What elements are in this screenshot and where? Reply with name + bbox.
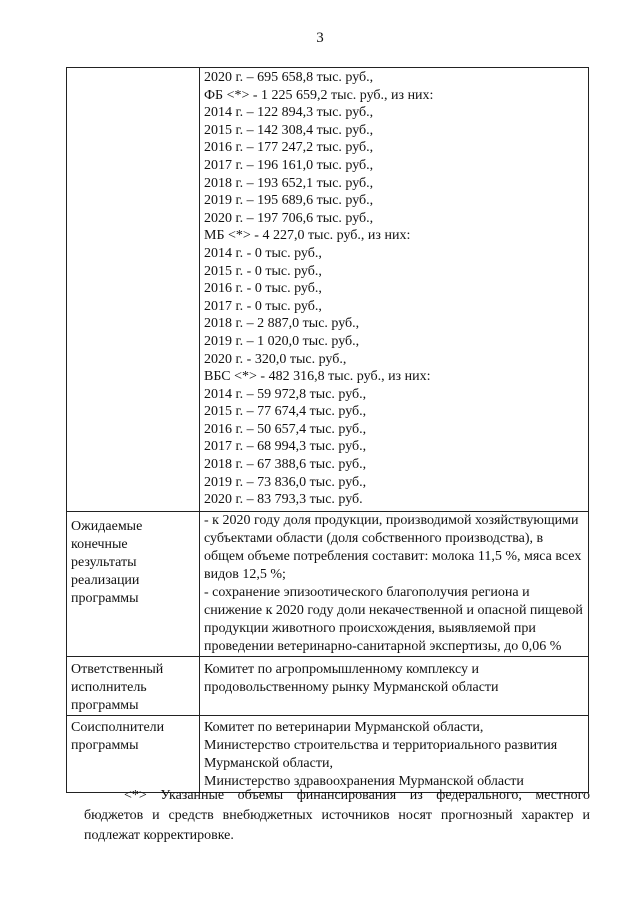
table-row-financing — [67, 68, 589, 512]
result-item: - сохранение эпизоотического благополучия региона и снижение к 2020 году доли некачественной и опасной пищевой продукции животного происхождения, выявляемой при проведении ветеринарно-санитарной экспертизы, до 0,06 % — [204, 584, 583, 654]
financing-line: 2018 г. – 67 388,6 тыс. руб., — [204, 457, 367, 473]
financing-line: 2015 г. – 142 308,4 тыс. руб., — [204, 122, 374, 138]
financing-line: 2016 г. – 50 657,4 тыс. руб., — [204, 421, 367, 437]
coexecutor-item: Министерство строительства и территориального развития Мурманской области, — [204, 737, 558, 771]
financing-line: 2017 г. – 68 994,3 тыс. руб., — [204, 439, 367, 455]
result-item: - к 2020 году доля продукции, производимой хозяйствующими субъектами области (доля собственного производства), в общем объеме потребления составит: молока 11,5 %, мяса всех видов 12,5 %; — [204, 512, 582, 582]
financing-line: 2017 г. - 0 тыс. руб., — [204, 298, 322, 314]
financing-line: МБ <*> - 4 227,0 тыс. руб., из них: — [204, 228, 411, 244]
financing-line: 2019 г. – 73 836,0 тыс. руб., — [204, 474, 367, 490]
executor-value: Комитет по агропромышленному комплексу и продовольственному рынку Мурманской области — [200, 656, 589, 715]
financing-line: 2014 г. - 0 тыс. руб., — [204, 245, 322, 261]
financing-line: 2019 г. – 195 689,6 тыс. руб., — [204, 193, 374, 209]
program-passport-table — [66, 67, 589, 793]
coexecutor-item: Министерство здравоохранения Мурманской области — [204, 773, 524, 789]
financing-line: 2020 г. - 320,0 тыс. руб., — [204, 351, 347, 367]
financing-label-cell — [67, 68, 200, 512]
page-number: 3 — [316, 30, 324, 46]
results-value-cell — [200, 511, 589, 656]
coexecutor-item: Комитет по ветеринарии Мурманской области, — [204, 719, 484, 735]
results-label: Ожидаемые конечные результаты реализации программы — [67, 511, 200, 656]
coexecutors-value-cell — [200, 715, 589, 792]
financing-line: 2015 г. - 0 тыс. руб., — [204, 263, 322, 279]
financing-value-cell — [200, 68, 589, 512]
footnote: <*> Указанные объемы финансирования из федерального, местного бюджетов и средств внебюджетных источников носят прогнозный характер и подлежат корректировке. — [84, 788, 590, 843]
financing-line: 2020 г. – 197 706,6 тыс. руб., — [204, 210, 374, 226]
table-row-results — [67, 511, 589, 656]
financing-line: ФБ <*> - 1 225 659,2 тыс. руб., из них: — [204, 87, 434, 103]
executor-label: Ответственный исполнитель программы — [67, 656, 200, 715]
financing-line: 2018 г. – 2 887,0 тыс. руб., — [204, 316, 360, 332]
financing-line: 2015 г. – 77 674,4 тыс. руб., — [204, 404, 367, 420]
financing-line: 2018 г. – 193 652,1 тыс. руб., — [204, 175, 374, 191]
table-row-coexecutors — [67, 715, 589, 792]
financing-line: 2014 г. – 59 972,8 тыс. руб., — [204, 386, 367, 402]
financing-line: 2019 г. – 1 020,0 тыс. руб., — [204, 333, 360, 349]
financing-line: 2020 г. – 83 793,3 тыс. руб. — [204, 492, 363, 508]
financing-line: 2017 г. – 196 161,0 тыс. руб., — [204, 157, 374, 173]
financing-line: 2016 г. - 0 тыс. руб., — [204, 281, 322, 297]
financing-line: 2014 г. – 122 894,3 тыс. руб., — [204, 105, 374, 121]
coexecutors-label: Соисполнители программы — [67, 715, 200, 792]
financing-line: ВБС <*> - 482 316,8 тыс. руб., из них: — [204, 369, 431, 385]
table-row-executor — [67, 656, 589, 715]
financing-line: 2016 г. – 177 247,2 тыс. руб., — [204, 140, 374, 156]
financing-line: 2020 г. – 695 658,8 тыс. руб., — [204, 70, 374, 85]
